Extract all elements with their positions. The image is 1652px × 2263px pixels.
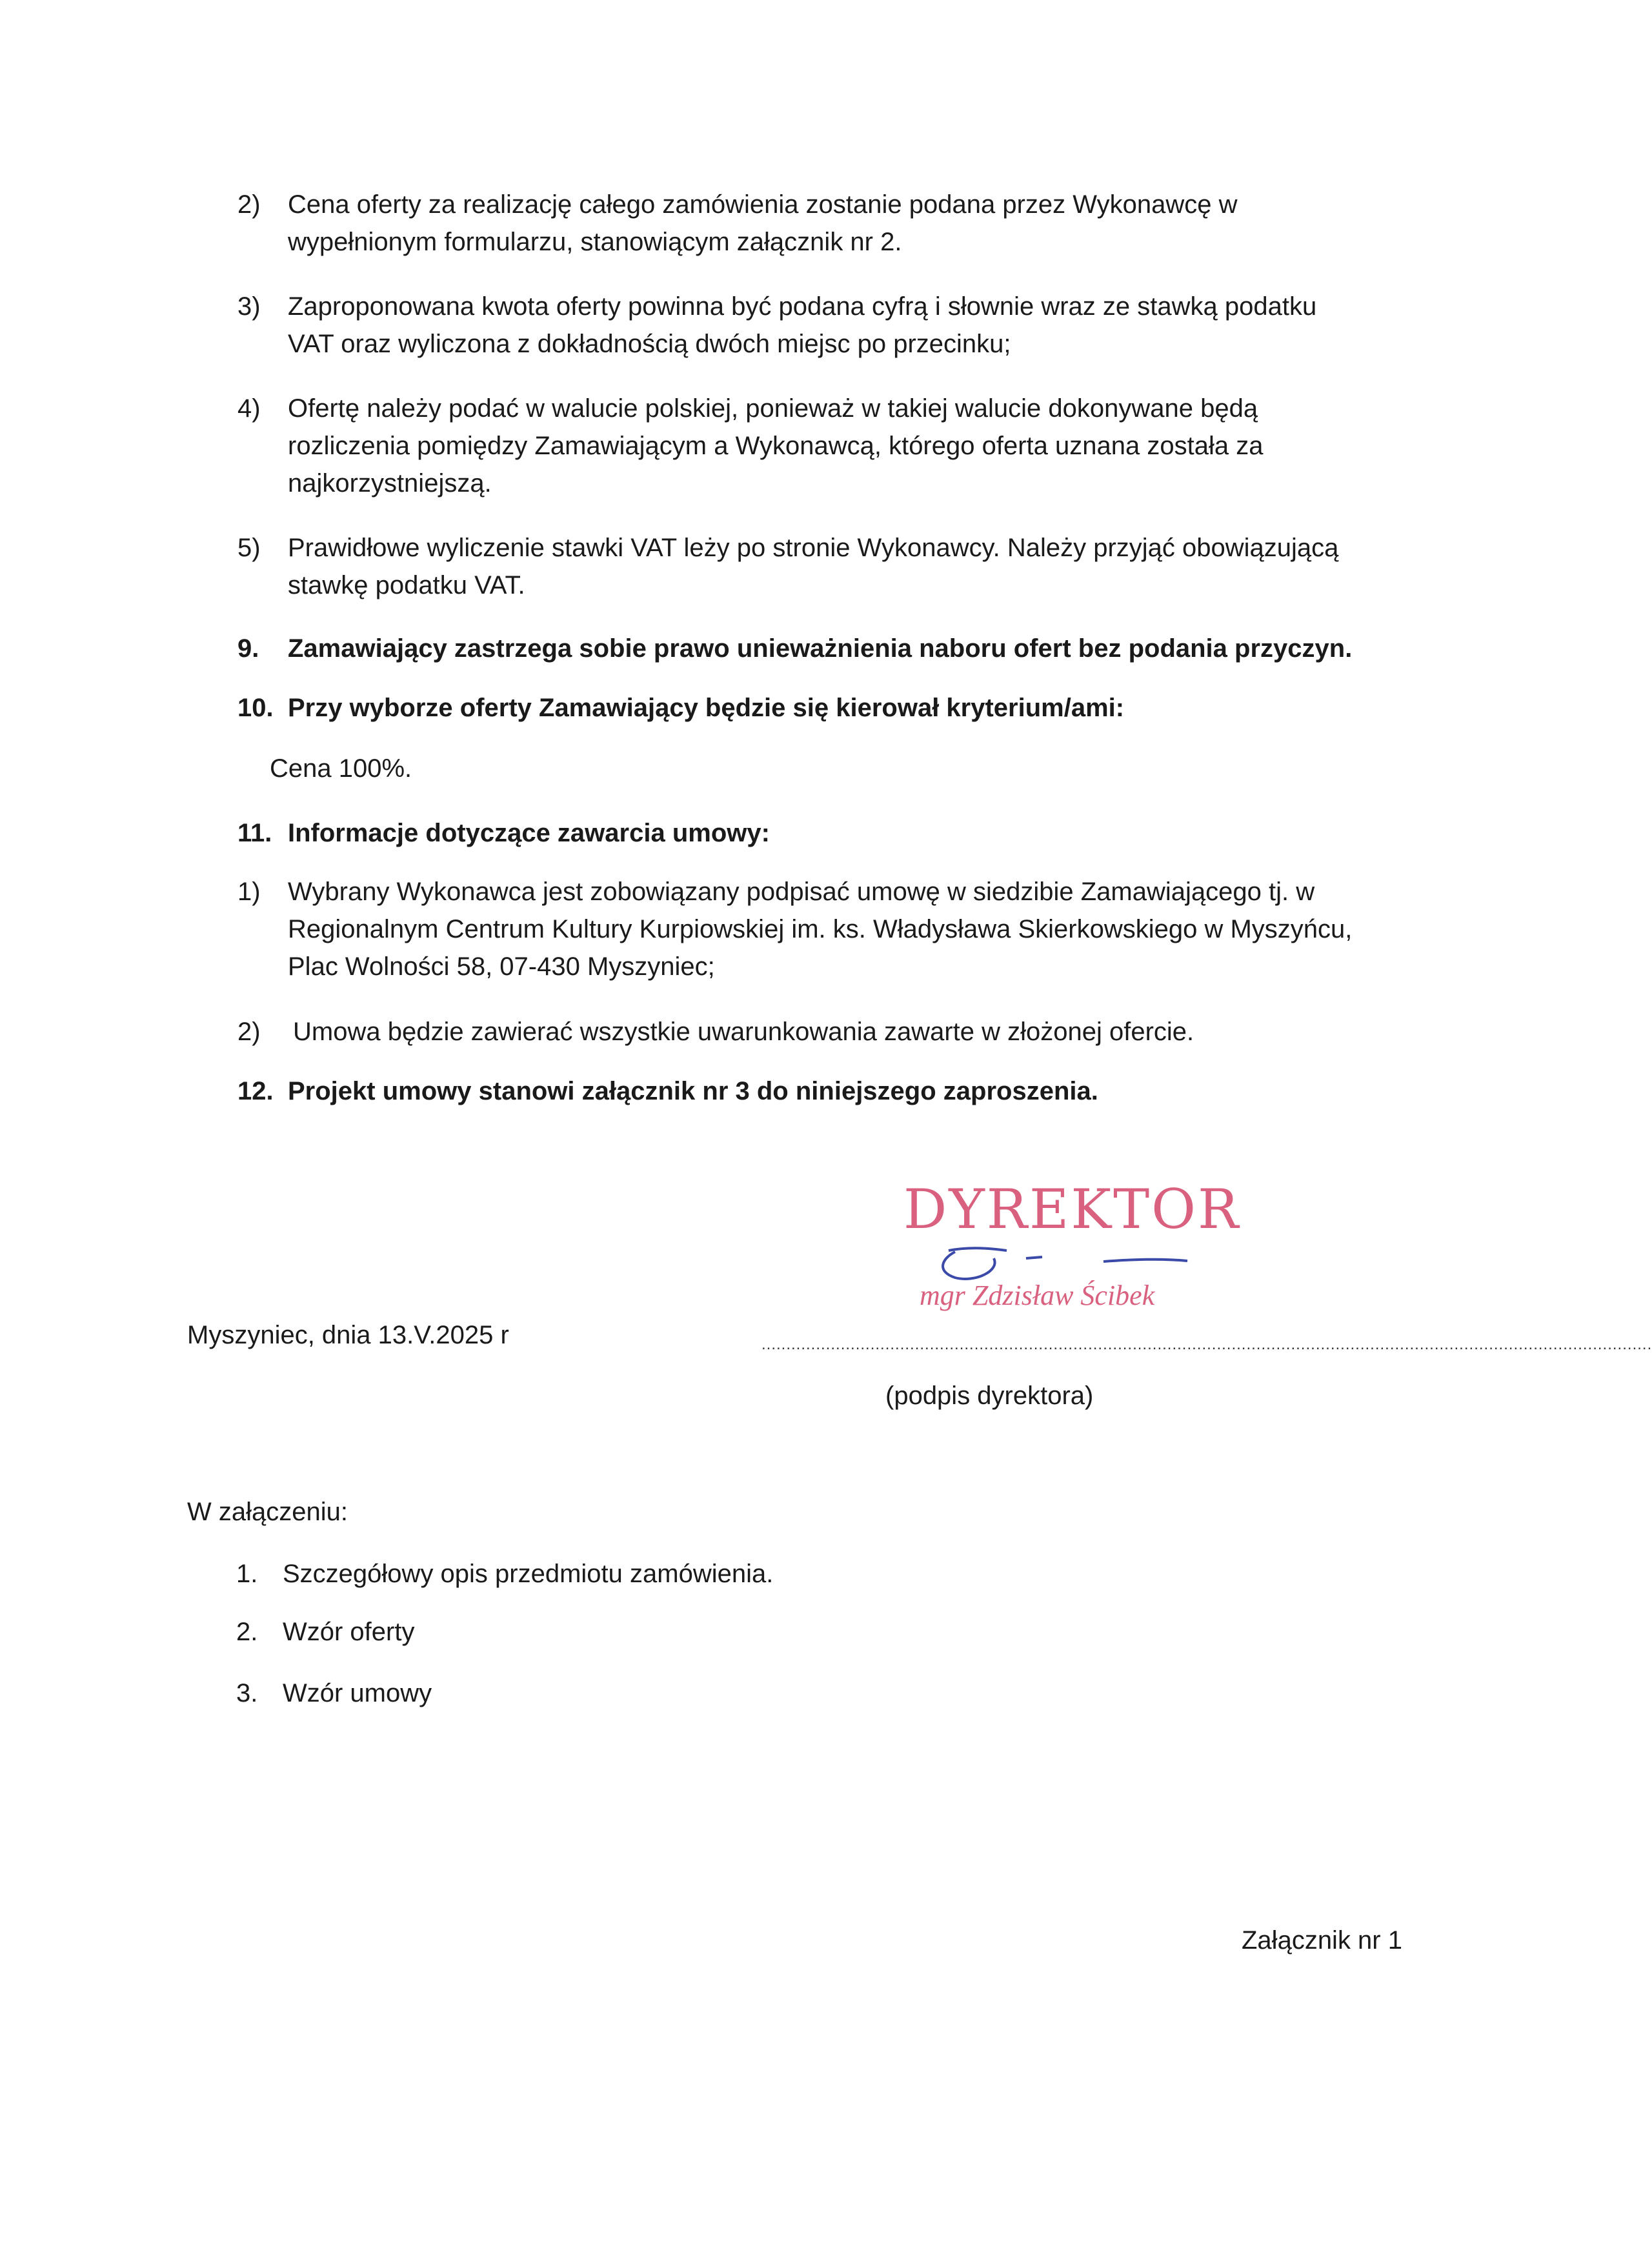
- list-line: Plac Wolności 58, 07-430 Myszyniec;: [288, 952, 715, 981]
- attachment-number: 2.: [236, 1618, 258, 1646]
- section-number: 9.: [237, 634, 259, 663]
- list-line: najkorzystniejszą.: [288, 469, 492, 498]
- section-heading: Zamawiający zastrzega sobie prawo unieważnienia naboru ofert bez podania przyczyn.: [288, 634, 1353, 663]
- list-line: Wybrany Wykonawca jest zobowiązany podpisać umowę w siedzibie Zamawiającego tj. w: [288, 878, 1315, 906]
- list-line: Cena oferty za realizację całego zamówienia zostanie podana przez Wykonawcę w: [288, 190, 1238, 219]
- section-heading: Projekt umowy stanowi załącznik nr 3 do niniejszego zaproszenia.: [288, 1077, 1098, 1105]
- list-number: 3): [237, 292, 261, 321]
- list-number: 4): [237, 394, 261, 423]
- list-number: 2): [237, 1018, 261, 1046]
- attachments-heading: W załączeniu:: [187, 1498, 348, 1526]
- section-heading: Informacje dotyczące zawarcia umowy:: [288, 819, 770, 847]
- list-line: Ofertę należy podać w walucie polskiej, ponieważ w takiej walucie dokonywane będą: [288, 394, 1258, 423]
- attachment-text: Wzór umowy: [283, 1679, 432, 1707]
- attachment-text: Wzór oferty: [283, 1618, 415, 1646]
- list-number: 1): [237, 878, 261, 906]
- attachment-number: 1.: [236, 1560, 258, 1588]
- list-number: 5): [237, 534, 261, 562]
- section-number: 12.: [237, 1077, 274, 1105]
- list-line: Prawidłowe wyliczenie stawki VAT leży po stronie Wykonawcy. Należy przyjąć obowiązującą: [288, 534, 1339, 562]
- attachment-number: 3.: [236, 1679, 258, 1707]
- section-heading: Przy wyborze oferty Zamawiający będzie się kierował kryterium/ami:: [288, 694, 1125, 722]
- section-number: 10.: [237, 694, 274, 722]
- signature-caption: (podpis dyrektora): [885, 1382, 1094, 1410]
- attachment-text: Szczegółowy opis przedmiotu zamówienia.: [283, 1560, 774, 1588]
- list-line: wypełnionym formularzu, stanowiącym załącznik nr 2.: [288, 228, 902, 256]
- list-line: VAT oraz wyliczona z dokładnością dwóch miejsc po przecinku;: [288, 330, 1011, 358]
- section-number: 11.: [237, 819, 272, 847]
- director-stamp-name: mgr Zdzisław Ścibek: [920, 1280, 1155, 1311]
- list-line: stawkę podatku VAT.: [288, 571, 525, 599]
- place-date: Myszyniec, dnia 13.V.2025 r: [187, 1321, 509, 1349]
- footer-attachment-label: Załącznik nr 1: [1242, 1926, 1402, 1955]
- signature-line: ....................................................................................................................................................................................: [761, 1336, 1652, 1353]
- criterion-text: Cena 100%.: [270, 754, 412, 783]
- list-line: Regionalnym Centrum Kultury Kurpiowskiej im. ks. Władysława Skierkowskiego w Myszyńcu,: [288, 915, 1353, 943]
- list-line: Zaproponowana kwota oferty powinna być podana cyfrą i słownie wraz ze stawką podatku: [288, 292, 1317, 321]
- list-number: 2): [237, 190, 261, 219]
- director-stamp-title: DYREKTOR: [903, 1178, 1241, 1241]
- list-line: rozliczenia pomiędzy Zamawiającym a Wykonawcą, którego oferta uznana została za: [288, 432, 1264, 460]
- list-line: Umowa będzie zawierać wszystkie uwarunkowania zawarte w złożonej ofercie.: [293, 1018, 1194, 1046]
